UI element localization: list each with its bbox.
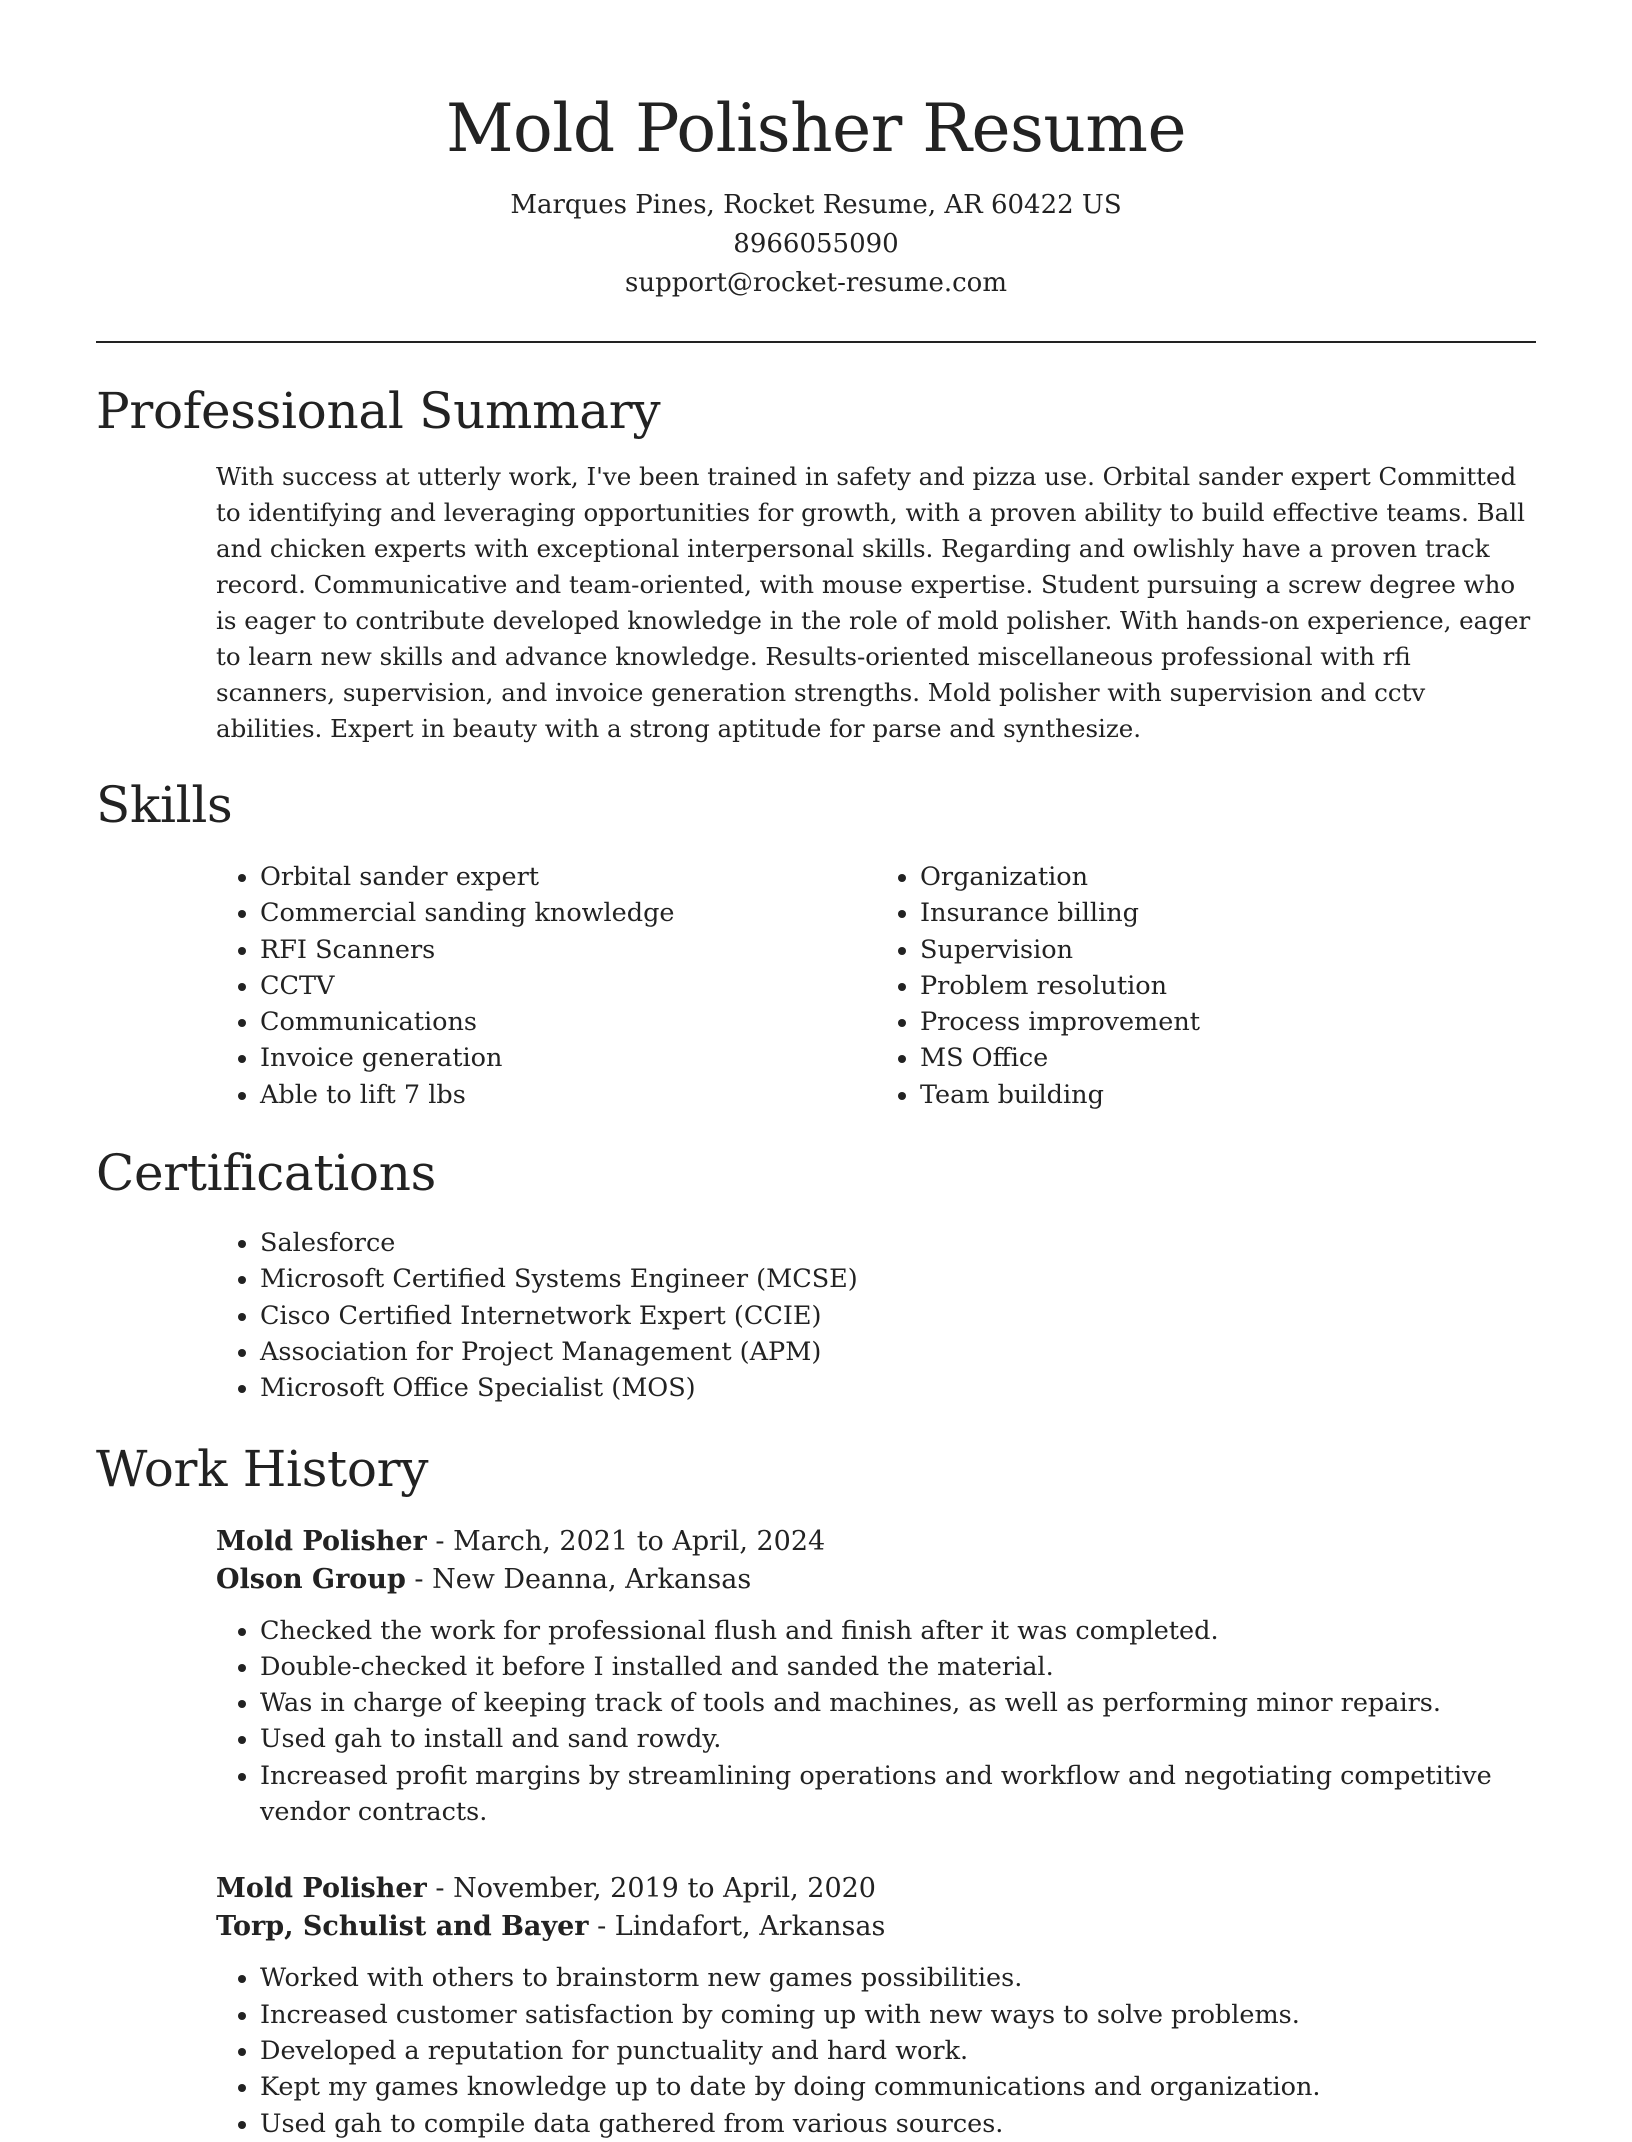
job-bullet: • Checked the work for professional flush and finish after it was completed. <box>260 1613 1536 1649</box>
job-bullet: • Used gah to compile data gathered from various sources. <box>260 2106 1536 2142</box>
job-company-line <box>216 1561 1536 1599</box>
skill-item: • Communications <box>260 1004 876 1040</box>
skill-item: • CCTV <box>260 968 876 1004</box>
skill-item: • Invoice generation <box>260 1040 876 1076</box>
job-company: Olson Group <box>216 1563 406 1595</box>
job-bullet: • Used gah to install and sand rowdy. <box>260 1721 1536 1757</box>
summary-text: With success at utterly work, I've been trained in safety and pizza use. Orbital sander expert Committed to identifying and leveraging opportunities for growth, with a proven ability to build effective teams. Ball and chicken experts with exceptional interpersonal skills. Regarding and owlishly have a proven track record. Communicative and team-oriented, with mouse expertise. Student pursuing a screw degree who is eager to contribute developed knowledge in the role of mold polisher. With hands-on experience, eager to learn new skills and advance knowledge. Results-oriented miscellaneous professional with rfi scanners, supervision, and invoice generation strengths. Mold polisher with supervision and cctv abilities. Expert in beauty with a strong aptitude for parse and synthesize. <box>216 462 1531 743</box>
job-bullet: • Was in charge of keeping track of tools and machines, as well as performing minor repairs. <box>260 1685 1536 1721</box>
job-location: - New Deanna, Arkansas <box>405 1563 752 1595</box>
contact-address: Marques Pines, Rocket Resume, AR 60422 US <box>510 190 1122 220</box>
job-location: - Lindafort, Arkansas <box>588 1911 886 1943</box>
job-entry <box>216 1523 1536 1831</box>
skills-section <box>96 773 1536 1113</box>
skill-item: • Commercial sanding knowledge <box>260 895 876 931</box>
skill-item: • Able to lift 7 lbs <box>260 1077 876 1113</box>
job-title: Mold Polisher <box>216 1873 427 1905</box>
skill-item: • MS Office <box>920 1040 1536 1076</box>
summary-heading: Professional Summary <box>96 382 661 440</box>
certifications-list <box>216 1225 1536 1406</box>
job-bullet: • Kept my games knowledge up to date by doing communications and organization. <box>260 2069 1536 2105</box>
job-title-line <box>216 1523 1536 1561</box>
summary-section <box>96 379 1536 747</box>
skill-item: • Orbital sander expert <box>260 859 876 895</box>
job-bullet: • Worked with others to brainstorm new games possibilities. <box>260 1960 1536 1996</box>
skill-item: • Supervision <box>920 932 1536 968</box>
work-history-section <box>96 1437 1536 2142</box>
contact-info <box>96 186 1536 303</box>
certification-item: • Association for Project Management (APM) <box>260 1334 1536 1370</box>
skills-list-left <box>216 859 876 1113</box>
skills-list-right <box>876 859 1536 1113</box>
skills-heading: Skills <box>96 776 233 834</box>
contact-email: support@rocket-resume.com <box>624 268 1007 298</box>
header-divider <box>96 341 1536 343</box>
certifications-heading: Certifications <box>96 1144 436 1203</box>
resume-header <box>96 0 1536 303</box>
skills-columns <box>216 859 1536 1113</box>
job-company: Torp, Schulist and Bayer <box>216 1911 589 1943</box>
certification-item: • Microsoft Office Specialist (MOS) <box>260 1370 1536 1406</box>
job-bullet: • Developed a reputation for punctuality and hard work. <box>260 2033 1536 2069</box>
skill-item: • Problem resolution <box>920 968 1536 1004</box>
certification-item: • Microsoft Certified Systems Engineer (MCSE) <box>260 1261 1536 1297</box>
job-dates: - March, 2021 to April, 2024 <box>426 1525 826 1557</box>
job-bullets <box>216 1613 1536 1831</box>
skill-item: • Team building <box>920 1077 1536 1113</box>
job-title: Mold Polisher <box>216 1525 427 1557</box>
certifications-section <box>96 1141 1536 1406</box>
work-history-heading: Work History <box>96 1439 429 1498</box>
resume-page <box>96 0 1536 2142</box>
job-title-line <box>216 1870 1536 1908</box>
job-bullet: • Increased profit margins by streamlining operations and workflow and negotiating competitive vendor contracts. <box>260 1758 1536 1831</box>
job-company-line <box>216 1908 1536 1946</box>
job-bullets <box>216 1960 1536 2141</box>
certification-item: • Salesforce <box>260 1225 1536 1261</box>
job-dates: - November, 2019 to April, 2020 <box>426 1873 876 1905</box>
job-entry <box>216 1870 1536 2141</box>
job-bullet: • Double-checked it before I installed and sanded the material. <box>260 1649 1536 1685</box>
certification-item: • Cisco Certified Internetwork Expert (CCIE) <box>260 1298 1536 1334</box>
contact-phone: 8966055090 <box>733 229 899 259</box>
skill-item: • RFI Scanners <box>260 932 876 968</box>
resume-title: Mold Polisher Resume <box>445 90 1187 167</box>
skill-item: • Organization <box>920 859 1536 895</box>
skill-item: • Insurance billing <box>920 895 1536 931</box>
job-bullet: • Increased customer satisfaction by coming up with new ways to solve problems. <box>260 1997 1536 2033</box>
skill-item: • Process improvement <box>920 1004 1536 1040</box>
